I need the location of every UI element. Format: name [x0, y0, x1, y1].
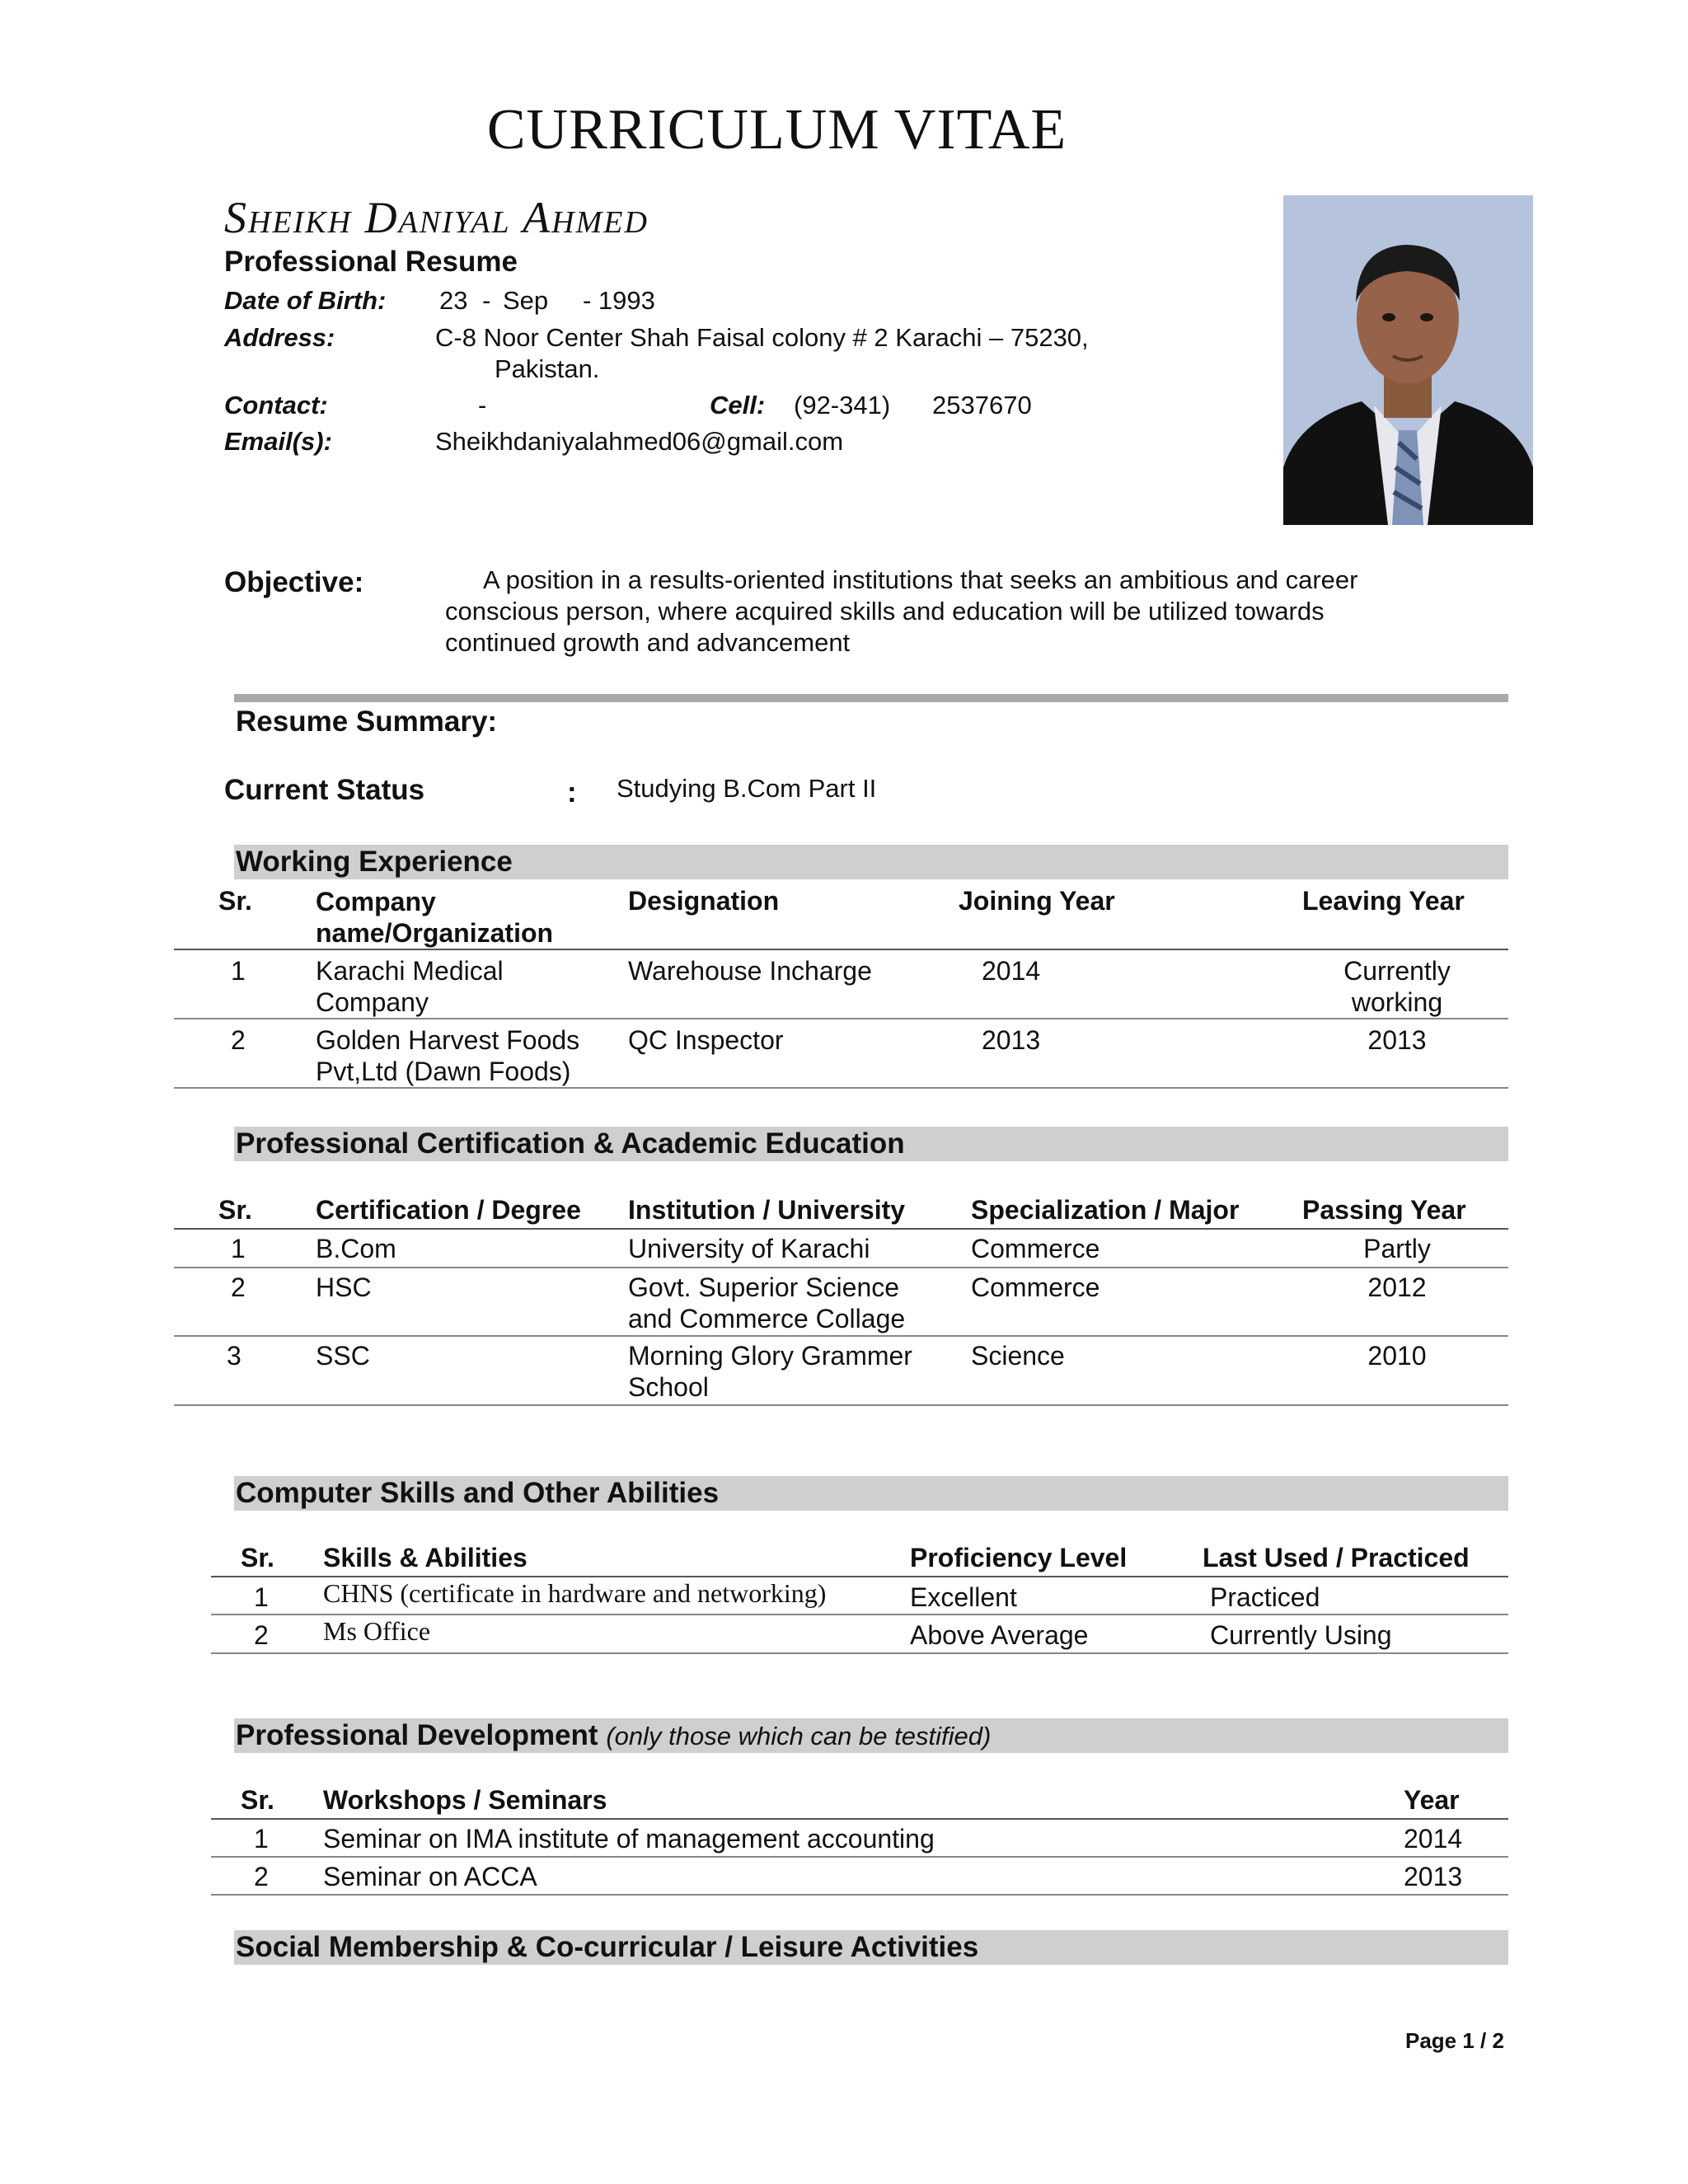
edu-header-rule [174, 1228, 1508, 1230]
dev-cell-year: 2014 [1404, 1824, 1463, 1854]
exp-cell-leaving-line-1: Currently [1343, 956, 1451, 986]
row-divider [174, 1018, 1508, 1019]
edu-cell-degree: SSC [316, 1341, 370, 1371]
skills-cell-level: Above Average [910, 1620, 1089, 1650]
development-heading-text: Professional Development [236, 1719, 598, 1751]
address-line-1: C-8 Noor Center Shah Faisal colony # 2 Karachi – 75230, [435, 323, 1089, 352]
status-colon: : [567, 776, 577, 808]
page-number: Page 1 / 2 [1405, 2028, 1504, 2053]
skills-header-rule [211, 1576, 1508, 1577]
row-divider [211, 1856, 1508, 1858]
exp-cell-company-line-1: Golden Harvest Foods [316, 1025, 580, 1055]
skills-cell-level: Excellent [910, 1582, 1017, 1612]
exp-header-company-line-2: name/Organization [316, 918, 554, 948]
edu-cell-institution-line-2: School [628, 1372, 709, 1402]
skills-heading: Computer Skills and Other Abilities [234, 1476, 1508, 1511]
edu-cell-institution [628, 1272, 905, 1334]
address-label: Address: [224, 323, 335, 352]
exp-cell-leaving [1302, 955, 1492, 1018]
development-heading-note: (only those which can be testified) [606, 1722, 992, 1750]
edu-cell-year: 2010 [1367, 1341, 1427, 1371]
row-divider [211, 1614, 1508, 1615]
exp-cell-company [316, 1024, 579, 1087]
dev-cell-sr: 1 [254, 1824, 269, 1854]
development-heading [234, 1718, 1508, 1753]
social-heading: Social Membership & Co-curricular / Leisure Activities [234, 1930, 1508, 1965]
exp-cell-leaving-line-2: working [1351, 987, 1443, 1017]
exp-cell-sr: 2 [231, 1025, 246, 1055]
dob-day: 23 [439, 286, 468, 315]
exp-header-company [316, 886, 553, 949]
edu-cell-institution: University of Karachi [628, 1234, 870, 1263]
row-divider [211, 1652, 1508, 1654]
dev-header-rule [211, 1818, 1508, 1820]
edu-header-year: Passing Year [1302, 1195, 1466, 1225]
edu-cell-degree: HSC [316, 1272, 372, 1302]
document-title: CURRICULUM VITAE [486, 98, 1067, 162]
edu-cell-major: Science [971, 1341, 1065, 1371]
candidate-name: Sheikh Daniyal Ahmed [224, 193, 649, 242]
summary-divider [234, 694, 1508, 702]
exp-cell-company-line-1: Karachi Medical [316, 956, 504, 986]
profile-photo [1283, 195, 1533, 525]
row-divider [174, 1087, 1508, 1089]
cell-label: Cell: [710, 391, 766, 419]
skills-cell-last: Currently Using [1210, 1620, 1392, 1650]
exp-cell-designation: Warehouse Incharge [628, 956, 872, 986]
objective-label: Objective: [224, 566, 364, 598]
contact-value: - [478, 391, 487, 419]
edu-cell-sr: 1 [231, 1234, 246, 1263]
edu-cell-institution [628, 1340, 912, 1403]
dob-separator: - [482, 286, 491, 315]
education-heading: Professional Certification & Academic Education [234, 1127, 1508, 1161]
address-line-2: Pakistan. [495, 354, 600, 383]
exp-header-company-line-1: Company [316, 887, 436, 916]
edu-cell-year: Partly [1363, 1234, 1431, 1263]
exp-header-joining: Joining Year [959, 886, 1115, 916]
exp-cell-leaving: 2013 [1367, 1025, 1427, 1055]
edu-cell-degree: B.Com [316, 1234, 396, 1263]
skills-cell-sr: 1 [254, 1582, 269, 1612]
dev-cell-name: Seminar on ACCA [323, 1862, 537, 1891]
dev-cell-year: 2013 [1404, 1862, 1463, 1891]
person-portrait-icon [1283, 195, 1533, 525]
dev-cell-sr: 2 [254, 1862, 269, 1891]
cell-code: (92-341) [794, 391, 891, 419]
summary-heading: Resume Summary: [236, 705, 498, 738]
edu-header-sr: Sr. [218, 1195, 252, 1225]
contact-label: Contact: [224, 391, 328, 419]
exp-header-designation: Designation [628, 886, 780, 916]
skills-header-last: Last Used / Practiced [1203, 1543, 1470, 1572]
exp-cell-joining: 2013 [982, 1025, 1041, 1055]
edu-header-major: Specialization / Major [971, 1195, 1240, 1225]
row-divider [174, 1267, 1508, 1268]
email-label: Email(s): [224, 427, 332, 456]
edu-cell-major: Commerce [971, 1272, 1100, 1302]
skills-cell-skill: Ms Office [323, 1616, 431, 1646]
edu-cell-year: 2012 [1367, 1272, 1427, 1302]
exp-cell-sr: 1 [231, 956, 246, 986]
skills-cell-skill: CHNS (certificate in hardware and networking) [323, 1578, 827, 1608]
edu-cell-institution-line-2: and Commerce Collage [628, 1304, 906, 1333]
experience-heading: Working Experience [234, 845, 1508, 879]
skills-header-sr: Sr. [241, 1543, 274, 1572]
skills-header-level: Proficiency Level [910, 1543, 1128, 1572]
dob-month: Sep [503, 286, 549, 315]
dev-cell-name: Seminar on IMA institute of management accounting [323, 1824, 935, 1854]
edu-cell-institution-line-1: Morning Glory Grammer [628, 1341, 912, 1371]
skills-cell-last: Practiced [1210, 1582, 1320, 1612]
email-value: Sheikhdaniyalahmed06@gmail.com [435, 427, 844, 456]
exp-header-leaving: Leaving Year [1302, 886, 1465, 916]
status-value: Studying B.Com Part II [617, 774, 877, 803]
exp-cell-company-line-2: Pvt,Ltd (Dawn Foods) [316, 1057, 571, 1086]
dob-year: - 1993 [583, 286, 655, 315]
dev-header-year: Year [1404, 1785, 1460, 1815]
skills-cell-sr: 2 [254, 1620, 269, 1650]
cell-number: 2537670 [932, 391, 1032, 419]
row-divider [174, 1335, 1508, 1337]
edu-cell-major: Commerce [971, 1234, 1100, 1263]
objective-line-2: conscious person, where acquired skills and education will be utilized towards [445, 597, 1325, 626]
edu-header-degree: Certification / Degree [316, 1195, 581, 1225]
status-label: Current Status [224, 774, 425, 806]
skills-header-skill: Skills & Abilities [323, 1543, 528, 1572]
row-divider [211, 1894, 1508, 1896]
exp-cell-company [316, 955, 504, 1018]
edu-cell-sr: 3 [227, 1341, 241, 1371]
row-divider [174, 1404, 1508, 1406]
edu-cell-sr: 2 [231, 1272, 246, 1302]
dev-header-name: Workshops / Seminars [323, 1785, 607, 1815]
edu-cell-institution-line-1: Govt. Superior Science [628, 1272, 900, 1302]
objective-line-1: A position in a results-oriented institutions that seeks an ambitious and career [483, 565, 1358, 594]
edu-header-institution: Institution / University [628, 1195, 906, 1225]
exp-header-rule [174, 949, 1508, 950]
dev-header-sr: Sr. [241, 1785, 274, 1815]
dob-label: Date of Birth: [224, 286, 387, 315]
exp-cell-designation: QC Inspector [628, 1025, 784, 1055]
document-subtitle: Professional Resume [224, 246, 518, 278]
exp-header-sr: Sr. [218, 886, 252, 916]
objective-line-3: continued growth and advancement [445, 628, 851, 657]
exp-cell-joining: 2014 [982, 956, 1041, 986]
exp-cell-company-line-2: Company [316, 987, 429, 1017]
